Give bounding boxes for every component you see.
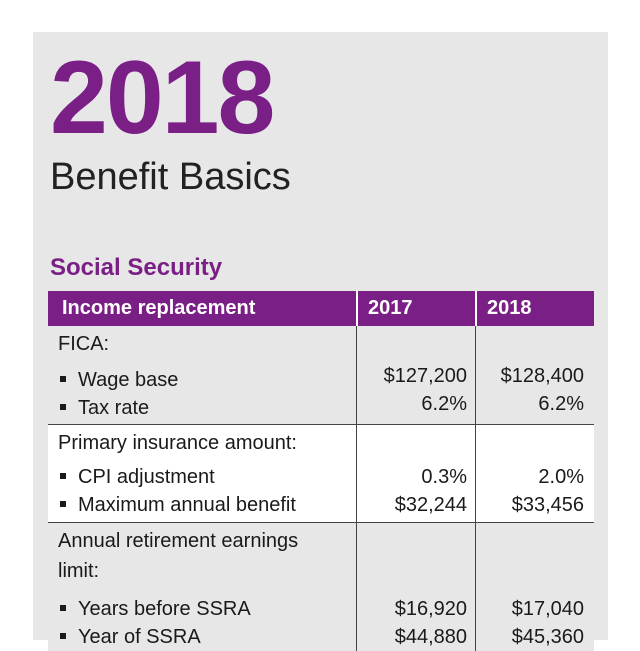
row-label: Year of SSRA <box>58 623 356 651</box>
bullet-icon <box>60 473 66 479</box>
table-group <box>48 424 594 522</box>
page-year: 2018 <box>50 40 274 156</box>
table-cell: $44,880 <box>394 626 467 648</box>
bullet-icon <box>60 376 66 382</box>
column-header: 2018 <box>475 291 594 326</box>
column-header: 2017 <box>356 291 475 326</box>
table-header <box>48 291 594 326</box>
row-label: CPI adjustment <box>58 463 356 491</box>
row-label: Maximum annual benefit <box>58 491 356 519</box>
table-cell: $16,920 <box>394 598 467 620</box>
section-title: Social Security <box>50 254 223 281</box>
row-label: Wage base <box>58 366 356 394</box>
group-label: FICA: <box>58 333 110 355</box>
table-cell: $127,200 <box>383 365 467 387</box>
table-group <box>48 522 594 651</box>
bullet-icon <box>60 404 66 410</box>
group-label: Annual retirement earnings <box>58 530 299 552</box>
table-cell: 0.3% <box>421 466 467 488</box>
table-cell: $17,040 <box>511 598 584 620</box>
row-label: Years before SSRA <box>58 595 356 623</box>
group-label: Primary insurance amount: <box>58 432 297 454</box>
table-cell: $45,360 <box>511 626 584 648</box>
table-cell: 6.2% <box>538 393 584 415</box>
table-cell: 6.2% <box>421 393 467 415</box>
table-group <box>48 326 594 424</box>
table-cell: 2.0% <box>538 466 584 488</box>
column-header: Income replacement <box>62 297 256 319</box>
row-label: Tax rate <box>58 394 356 422</box>
table-cell: $128,400 <box>500 365 584 387</box>
group-label: limit: <box>58 560 100 582</box>
table-cell: $32,244 <box>394 494 467 516</box>
benefit-table <box>48 291 594 651</box>
bullet-icon <box>60 605 66 611</box>
page-title: Benefit Basics <box>50 156 291 198</box>
table-cell: $33,456 <box>511 494 584 516</box>
bullet-icon <box>60 633 66 639</box>
bullet-icon <box>60 501 66 507</box>
